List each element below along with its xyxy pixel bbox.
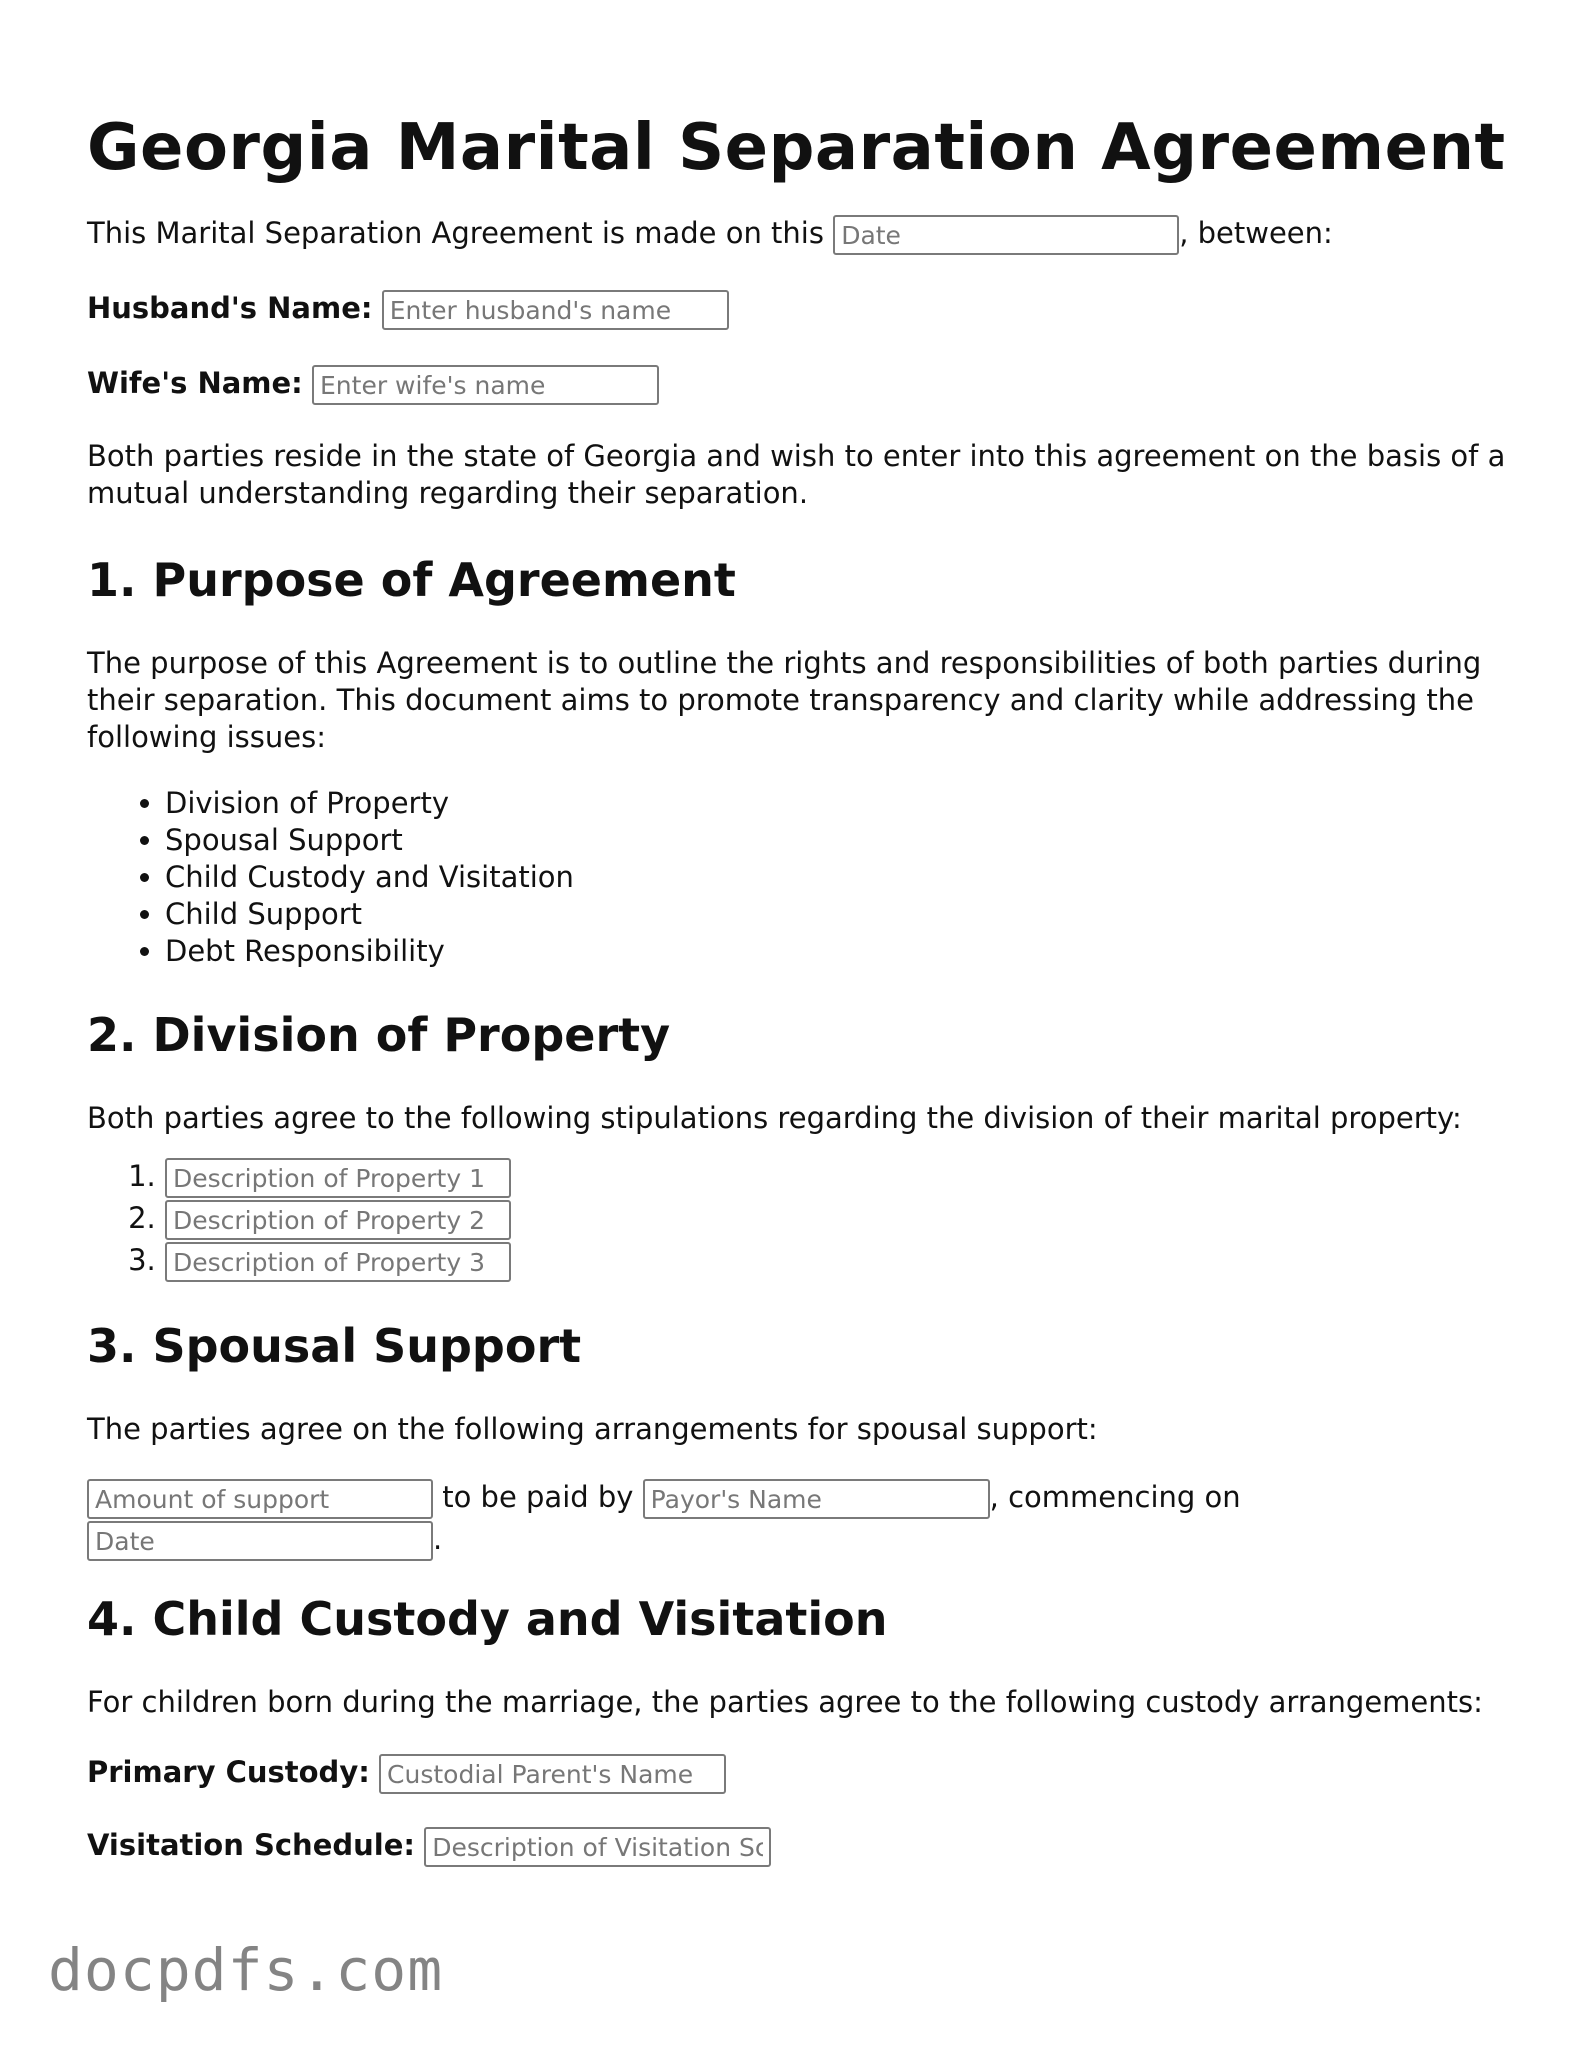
property-1-input[interactable] — [165, 1158, 511, 1198]
spousal-terms-line — [87, 1477, 1507, 1561]
section-heading-spousal: 3. Spousal Support — [87, 1319, 582, 1373]
section-heading-custody: 4. Child Custody and Visitation — [87, 1592, 888, 1646]
property-item — [165, 1240, 1507, 1282]
residence-paragraph: Both parties reside in the state of Georgia and wish to enter into this agreement on the basis of a mutual understanding regarding their separation. — [87, 439, 1506, 510]
visitation-schedule-label: Visitation Schedule: — [87, 1828, 415, 1862]
list-item: • Child Custody and Visitation — [165, 859, 1507, 896]
intro-line — [87, 215, 1507, 255]
paid-by-text: to be paid by — [442, 1480, 634, 1514]
intro-between-text: , between: — [1179, 216, 1333, 250]
agreement-date-input[interactable] — [833, 215, 1179, 255]
property-item — [165, 1156, 1507, 1198]
purpose-paragraph: The purpose of this Agreement is to outline the rights and responsibilities of both parties during their separation. This document aims to promote transparency and clarity while addressing the following issues: — [87, 646, 1482, 754]
husband-line — [87, 290, 1507, 330]
support-start-date-input[interactable] — [87, 1521, 433, 1561]
wife-line — [87, 365, 1507, 405]
wife-name-label: Wife's Name: — [87, 366, 303, 400]
custody-paragraph: For children born during the marriage, the parties agree to the following custody arrangements: — [87, 1685, 1483, 1719]
list-item: • Division of Property — [165, 785, 1507, 822]
list-item: • Child Support — [165, 896, 1507, 933]
payor-name-input[interactable] — [643, 1479, 990, 1519]
primary-custody-label: Primary Custody: — [87, 1755, 370, 1789]
list-item: • Spousal Support — [165, 822, 1507, 859]
section-heading-purpose: 1. Purpose of Agreement — [87, 553, 736, 607]
intro-text: This Marital Separation Agreement is made on this — [87, 216, 824, 250]
visitation-schedule-input[interactable] — [424, 1827, 771, 1867]
issues-list — [87, 785, 1507, 970]
husband-name-input[interactable] — [382, 290, 729, 330]
watermark-logo: docpdfs.com — [48, 1936, 444, 2004]
primary-custody-line — [87, 1754, 1507, 1794]
section-heading-property: 2. Division of Property — [87, 1008, 671, 1062]
property-3-input[interactable] — [165, 1242, 511, 1282]
support-amount-input[interactable] — [87, 1479, 433, 1519]
commencing-text: , commencing on — [989, 1480, 1241, 1514]
property-list — [87, 1156, 1507, 1282]
property-2-input[interactable] — [165, 1200, 511, 1240]
primary-custody-input[interactable] — [379, 1754, 726, 1794]
document-page — [87, 0, 1507, 1867]
spousal-end-punct: . — [433, 1522, 443, 1556]
list-item: • Debt Responsibility — [165, 933, 1507, 970]
property-item — [165, 1198, 1507, 1240]
document-title: Georgia Marital Separation Agreement — [87, 111, 1506, 185]
spousal-paragraph: The parties agree on the following arrangements for spousal support: — [87, 1412, 1098, 1446]
property-paragraph: Both parties agree to the following stipulations regarding the division of their marital property: — [87, 1101, 1462, 1135]
visitation-line — [87, 1827, 1507, 1867]
husband-name-label: Husband's Name: — [87, 291, 373, 325]
wife-name-input[interactable] — [312, 365, 659, 405]
